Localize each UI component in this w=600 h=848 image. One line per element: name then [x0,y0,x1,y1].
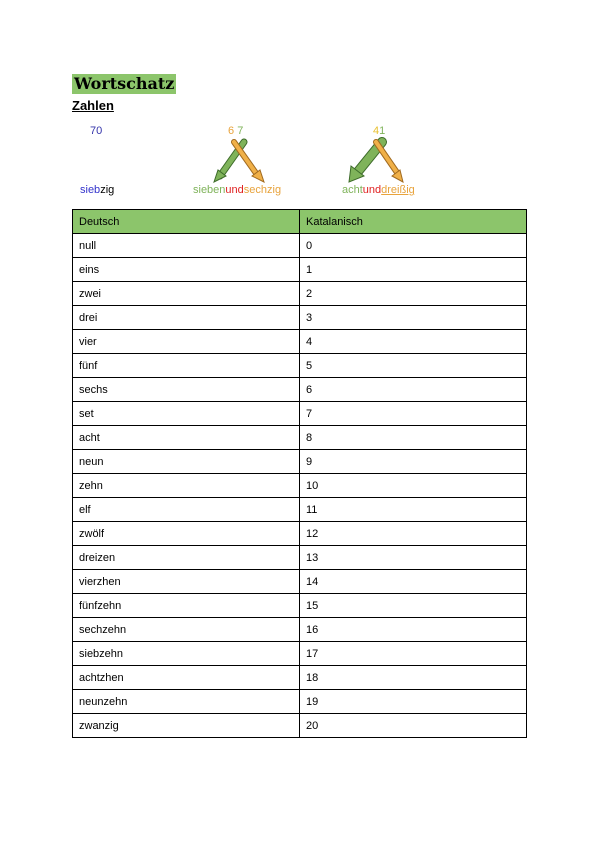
cell-katalanisch: 17 [300,642,527,666]
table-row [73,426,527,450]
example-2-number [228,125,243,137]
vocabulary-table [72,209,527,738]
cell-deutsch: zehn [73,474,300,498]
cell-deutsch: acht [73,426,300,450]
example-2-word [193,184,281,196]
section-subtitle: Zahlen [72,98,114,113]
cell-katalanisch: 1 [300,258,527,282]
table-row [73,546,527,570]
number-part: 1 [379,125,386,137]
cell-deutsch: vier [73,330,300,354]
column-header-deutsch: Deutsch [73,210,300,234]
cell-katalanisch: 3 [300,306,527,330]
table-header-row [73,210,527,234]
crossing-arrows-icon [212,138,268,184]
cell-katalanisch: 11 [300,498,527,522]
cell-deutsch: vierzhen [73,570,300,594]
cell-deutsch: dreizen [73,546,300,570]
cell-katalanisch: 0 [300,234,527,258]
table-row [73,642,527,666]
table-row [73,306,527,330]
table-row [73,714,527,738]
cell-deutsch: fünf [73,354,300,378]
crossing-arrows-icon [346,136,406,184]
cell-deutsch: null [73,234,300,258]
word-part: zig [100,184,115,196]
word-part: sieb [80,184,101,196]
cell-deutsch: neunzehn [73,690,300,714]
cell-katalanisch: 9 [300,450,527,474]
table-row [73,354,527,378]
number-part: 7 [237,125,244,137]
cell-deutsch: zwanzig [73,714,300,738]
cell-katalanisch: 6 [300,378,527,402]
table-row [73,378,527,402]
cell-katalanisch: 20 [300,714,527,738]
table-row [73,450,527,474]
cell-deutsch: fünfzehn [73,594,300,618]
table-row [73,522,527,546]
example-3-word [342,184,415,196]
cell-katalanisch: 18 [300,666,527,690]
word-part: sechzig [243,184,282,196]
cell-katalanisch: 14 [300,570,527,594]
word-part: dreißig [381,184,415,196]
cell-katalanisch: 5 [300,354,527,378]
table-row [73,690,527,714]
cell-katalanisch: 13 [300,546,527,570]
cell-katalanisch: 16 [300,618,527,642]
number-part: 4 [373,125,380,137]
cell-deutsch: achtzhen [73,666,300,690]
word-part: und [362,184,382,196]
cell-deutsch: zwölf [73,522,300,546]
cell-deutsch: eins [73,258,300,282]
example-1-word [80,184,114,196]
table-row [73,666,527,690]
cell-katalanisch: 12 [300,522,527,546]
example-1-number [90,125,102,137]
cell-deutsch: set [73,402,300,426]
cell-deutsch: neun [73,450,300,474]
number-part: 6 [228,125,235,137]
cell-katalanisch: 7 [300,402,527,426]
table-row [73,234,527,258]
cell-katalanisch: 4 [300,330,527,354]
page-title: Wortschatz [74,74,175,93]
column-header-katalanisch: Katalanisch [300,210,527,234]
table-row [73,618,527,642]
table-row [73,282,527,306]
table-row [73,258,527,282]
cell-katalanisch: 19 [300,690,527,714]
cell-katalanisch: 15 [300,594,527,618]
word-part: acht [342,184,363,196]
cell-deutsch: elf [73,498,300,522]
word-part: sieben [193,184,226,196]
table-row [73,570,527,594]
cell-katalanisch: 8 [300,426,527,450]
number-part: 70 [90,125,103,137]
cell-deutsch: drei [73,306,300,330]
table-row [73,330,527,354]
table-row [73,402,527,426]
table-row [73,594,527,618]
table-row [73,474,527,498]
cell-katalanisch: 10 [300,474,527,498]
cell-deutsch: siebzehn [73,642,300,666]
cell-katalanisch: 2 [300,282,527,306]
cell-deutsch: sechs [73,378,300,402]
cell-deutsch: zwei [73,282,300,306]
cell-deutsch: sechzehn [73,618,300,642]
word-part: und [225,184,244,196]
table-row [73,498,527,522]
